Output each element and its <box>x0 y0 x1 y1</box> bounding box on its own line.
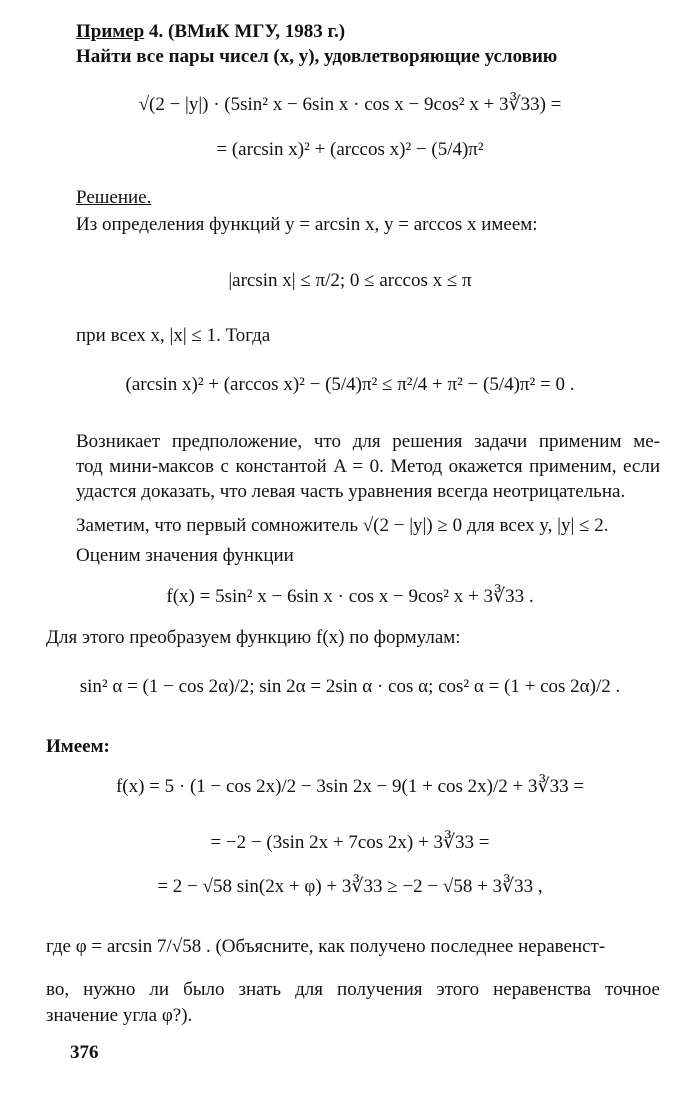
factor-note: Заметим, что первый сомножитель √(2 − |y|) ≥ 0 для всех y, |y| ≤ 2. <box>76 515 609 536</box>
closing-line: значение угла φ?). <box>46 1005 193 1026</box>
domain-condition: при всех x, |x| ≤ 1. Тогда <box>76 325 271 346</box>
we-have-label: Имеем: <box>46 736 110 757</box>
bounds-inequality: |arcsin x| ≤ π/2; 0 ≤ arccos x ≤ π <box>228 270 472 291</box>
example-header <box>76 20 345 44</box>
paragraph-line: Возникает предположение, что для решения задачи применим ме- <box>76 431 660 452</box>
example-label: Пример <box>76 21 145 42</box>
paragraph-line: тод мини-максов с константой A = 0. Метод окажется применим, если <box>76 456 660 477</box>
estimate-line: Оценим значения функции <box>76 545 294 566</box>
derivation-line-3: = 2 − √58 sin(2x + φ) + 3∛33 ≥ −2 − √58 + 3∛33 , <box>157 876 543 897</box>
equation-line-1: √(2 − |y|) · (5sin² x − 6sin x · cos x − 9cos² x + 3∛33) = <box>138 94 562 115</box>
transform-intro: Для этого преобразуем функцию f(x) по формулам: <box>46 627 461 648</box>
function-definition: f(x) = 5sin² x − 6sin x · cos x − 9cos² x + 3∛33 . <box>166 586 534 607</box>
closing-line: во, нужно ли было знать для получения этого неравенства точное <box>46 979 660 1000</box>
sum-inequality: (arcsin x)² + (arccos x)² − (5/4)π² ≤ π²/4 + π² − (5/4)π² = 0 . <box>125 374 575 395</box>
derivation-line-2: = −2 − (3sin 2x + 7cos 2x) + 3∛33 = <box>210 832 490 853</box>
page-number: 376 <box>70 1042 99 1063</box>
example-source: 4. (ВМиК МГУ, 1983 г.) <box>144 21 346 42</box>
paragraph-line: удастся доказать, что левая часть уравнения всегда неотрицательна. <box>76 481 626 502</box>
solution-heading: Решение. <box>76 187 152 208</box>
problem-statement: Найти все пары чисел (x, y), удовлетворяющие условию <box>76 46 558 67</box>
derivation-line-1: f(x) = 5 · (1 − cos 2x)/2 − 3sin 2x − 9(1 + cos 2x)/2 + 3∛33 = <box>115 776 585 797</box>
solution-intro: Из определения функций y = arcsin x, y = arccos x имеем: <box>76 214 538 235</box>
trig-formulas: sin² α = (1 − cos 2α)/2; sin 2α = 2sin α · cos α; cos² α = (1 + cos 2α)/2 . <box>79 676 621 697</box>
phi-definition: где φ = arcsin 7/√58 . (Объясните, как получено последнее неравенст- <box>46 936 606 957</box>
equation-line-2: = (arcsin x)² + (arccos x)² − (5/4)π² <box>216 139 484 160</box>
